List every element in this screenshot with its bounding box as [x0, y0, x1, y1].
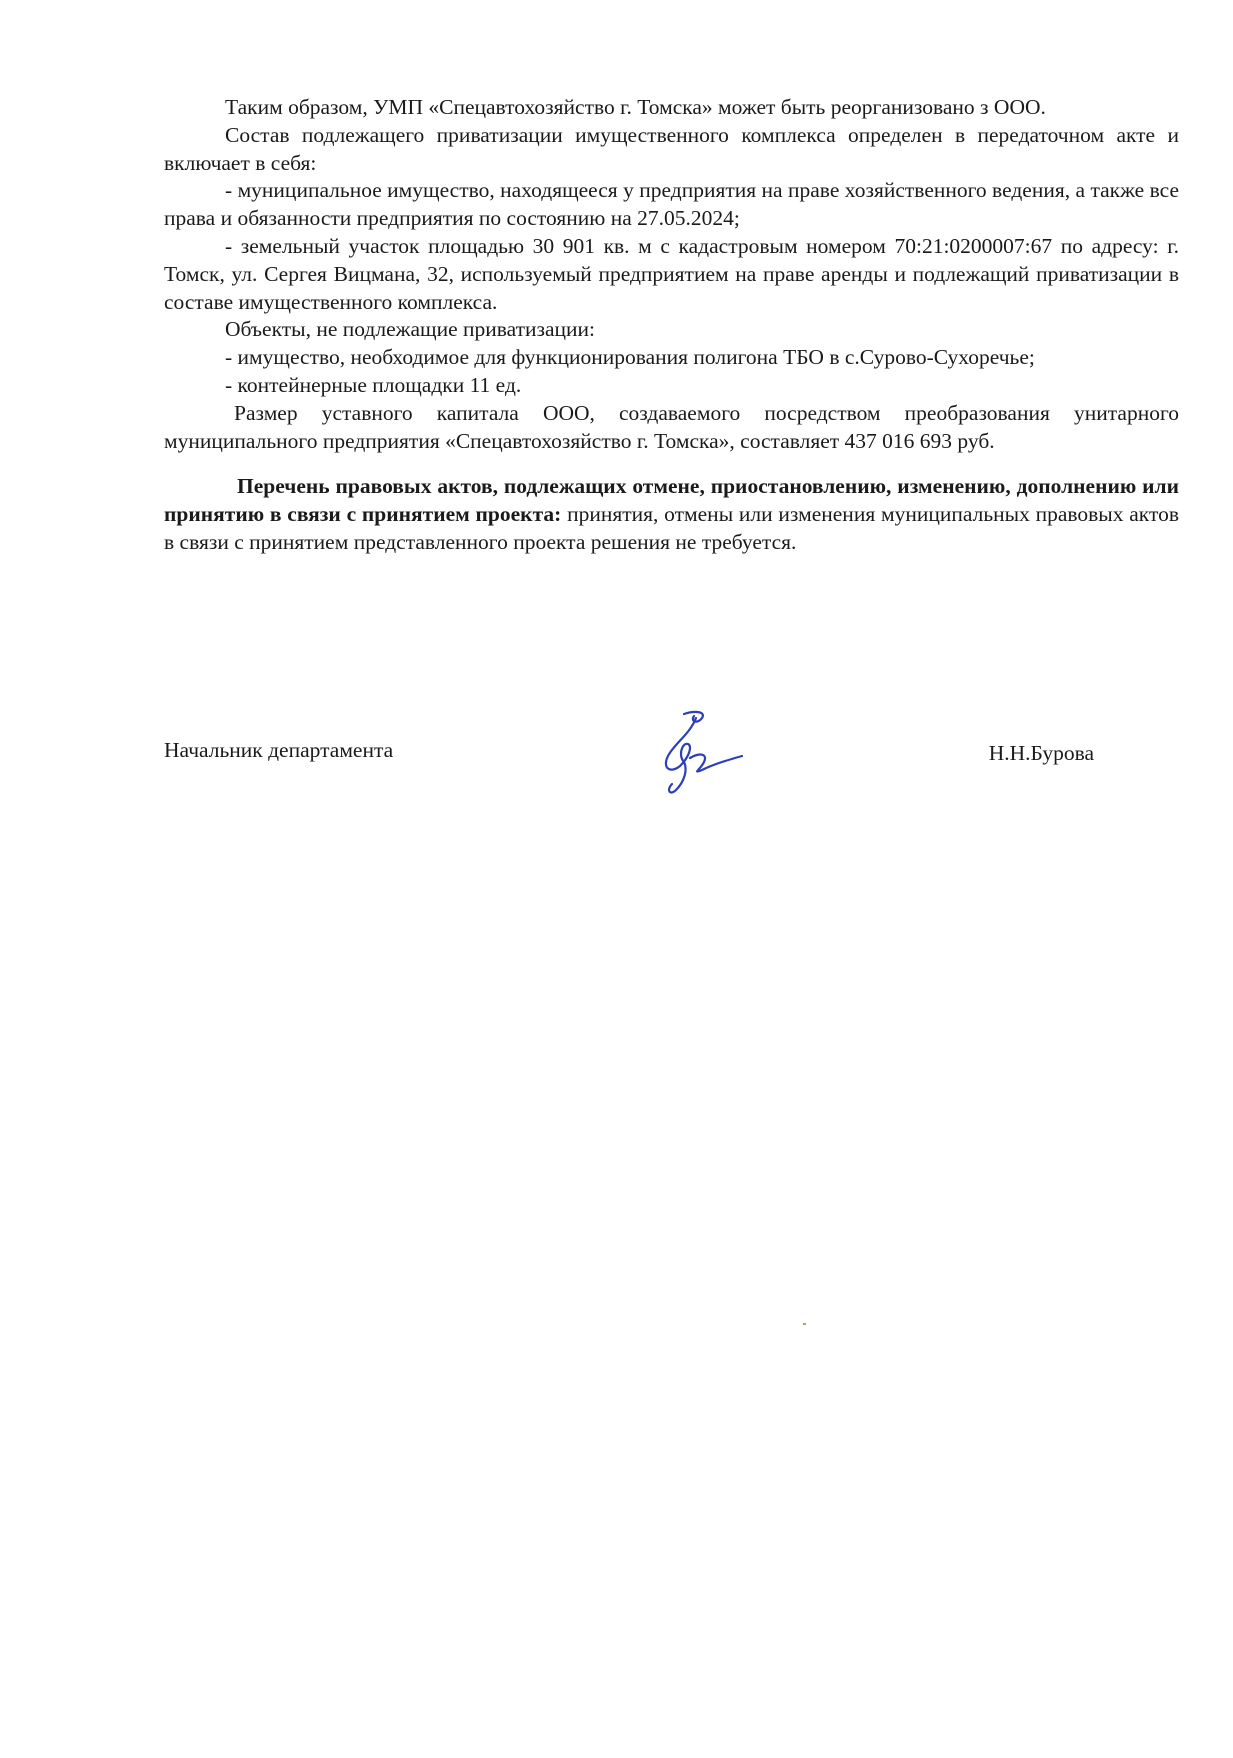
legal-acts-heading: Перечень правовых актов, подлежащих отмене, приостановлению, изменению, дополнению или принятию в связи с принятием проекта:	[164, 474, 1179, 527]
paragraph-property-composition: Состав подлежащего приватизации имущественного комплекса определен в передаточном акте и включает в себя:	[164, 122, 1179, 175]
paragraph-authorized-capital: Размер уставного капитала ООО, создаваемого посредством преобразования унитарного муниципального предприятия «Спецавтохозяйство г. Томска», составляет 437 016 693 руб.	[164, 400, 1179, 453]
paragraph-excluded-objects: Объекты, не подлежащие приватизации:	[225, 317, 596, 342]
list-item-container-sites: - контейнерные площадки 11 ед.	[225, 372, 522, 397]
paragraph-legal-acts	[164, 473, 1179, 556]
signatory-position: Начальник департамента	[164, 738, 394, 762]
signature-block	[164, 738, 1094, 778]
paragraph-reorganization: Таким образом, УМП «Спецавтохозяйство г. Томска» может быть реорганизовано з ООО.	[225, 95, 1046, 119]
document-body	[164, 94, 1179, 557]
list-item-landfill-property: - имущество, необходимое для функционирования полигона ТБО в с.Сурово-Сухоречье;	[225, 345, 1035, 370]
list-item-municipal-property: - муниципальное имущество, находящееся у предприятия на праве хозяйственного ведения, а также все права и обязанности предприятия по состоянию на 27.05.2024;	[164, 178, 1179, 231]
handwritten-signature-icon	[644, 704, 754, 796]
legal-acts-text: принятия, отмены или изменения муниципальных правовых актов в связи с принятием представленного проекта решения не требуется.	[164, 502, 1179, 554]
list-item-land-plot: - земельный участок площадью 30 901 кв. м с кадастровым номером 70:21:0200007:67 по адресу: г. Томск, ул. Сергея Вицмана, 32, используемый предприятием на праве аренды и подлежащий приватизации в составе имущественного комплекса.	[164, 233, 1179, 314]
signatory-name: Н.Н.Бурова	[988, 741, 1094, 765]
scan-speck	[803, 1323, 806, 1325]
